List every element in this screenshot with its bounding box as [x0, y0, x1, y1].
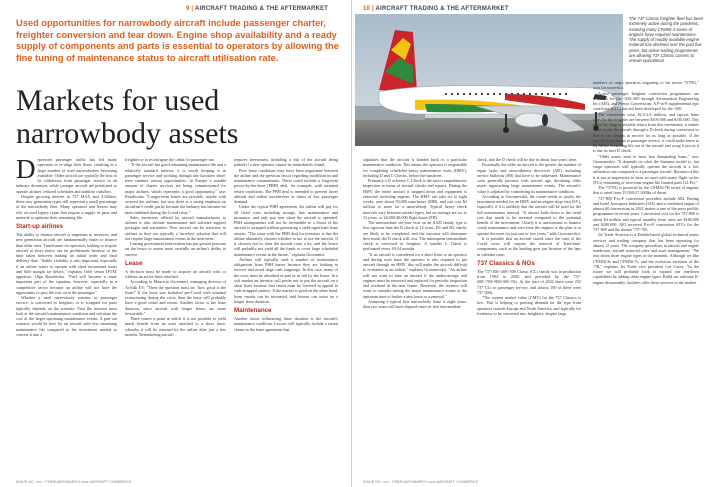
body-paragraph: Primarily a D or heavy C Check is the most comprehensive inspection in terms of aircraft checks and repairs. During the HMV, the entire aircraft is stripped down and equipment is removed, including engines. The HMV can take six to eight weeks, uses about 50,000 man-hours (MH), and can cost $2 million or more for a narrowbody. Typical heavy check intervals vary between aircraft types, but on average are six to 12 years, or 24,000-40,000 flight hours (FH). [363, 178, 467, 220]
left-column-2 [125, 157, 226, 479]
body-paragraph: freighter or to reconfigure the cabin for passenger use. [125, 157, 216, 162]
body-paragraph: Whether a used narrowbody remains in passenger service, is converted to freighter, or is scrapped for parts typically depends on the scenario. First the investor must look at the aircraft's maintenance condition and calculate the cost of the larger upcoming maintenance events. A part-out scenario would be best for an aircraft with few remaining maintenance life compared to the investment needed to convert it into a [16, 295, 117, 337]
body-paragraph: Despite growing interest in 737 MAX and A320neo, these new generation types still represent a small percentage of the narrowbody fleet. Many operators and lessors may rely on used legacy types that require a supply of parts and material to optimise their remaining life. [16, 193, 117, 220]
subhead-lease: Lease [125, 259, 143, 267]
page-footer: ISSUE NO. xxx · FEBRUARY/MARCH xxxx AIRCRAFT COMMERCE [363, 480, 479, 484]
photo-caption: The 737 Classic freighter fleet has been extremely active during the pandemic, meaning many CFM56-3 series of engines have required maintenance. The supply of readily available engine material has declined over the past five years, but active trading programmes are allowing 737 Classic carriers to remain operational. [629, 16, 704, 64]
page-number: 9 | [186, 6, 194, 12]
body-paragraph: Assuming a typical first narrowbody lease is eight years, then two years will have elapsed since its first intermediate [363, 298, 467, 309]
body-paragraph: Poor lease conditions may have been negotiated between the airline and the previous lessor regarding modification and maintenance commitments. These could include a long-term power-by-the-hour (PBH) deal, for example, with minimal return conditions. The PBH deal is intended to prevent lower altitude and airline incoherence at times of low passenger demand. [234, 167, 338, 204]
body-paragraph: Under the typical PBH agreement, the airline will pay for all fixed costs including storage, line maintenance and insurance, and only pay rent when the aircraft is operated. PBH arrangements will not be favourable to a lessor of the aircraft is scrapped without generating a yield significant lease returns. "The issue with the PBH deal for investors is that the airline ultimately chooses whether or not to use the aircraft. If it chooses not to, then the aircraft costs a lot, and the lessor will probably not yield all the funds to cover large scheduled maintenance events in the future," explains Giovanetti. [234, 204, 338, 257]
subhead-maintenance: Maintenance [234, 307, 272, 314]
body-paragraph: "If an aircraft is considered for a short lease to an operator and during such lease the operator is also required to put aircraft through an HMV, this will make the aircraft difficult to re-market to an airline," explains Grossnevskii. "An airline will not want to take an aircraft if the undercarriage and engines must be removed and replaced for periodic inspection and overhaul in the near future. Therefore, the investor will want to consider timing the major maintenance events at the optimum time to broker a new lease or a renewal." [363, 251, 467, 299]
body-paragraph: It is possible that an aircraft stored since the start of the Covid crisis will require the renewal of 'hard-time' components, such as the landing gear just because of the laps in calendar time. [477, 235, 581, 257]
body-paragraph: "If the aircraft has good remaining maintenance life and a relatively standard interior, it is worth keeping it in passenger service and working through any lucrative short-term summer season opportunities. In Europe a notable amount of charter services are being commissioned for major airlines, which represents a good opportunity," says Razzhivina. "Longer-term leases are possible, maybe with secured tier airlines, but now there is a strong emphasis on an airline's credit, partly because the industry has become far more indebted during the Covid crisis." [125, 162, 226, 215]
subhead-startup-airlines: Start-up airlines [16, 223, 64, 230]
right-column-2 [477, 157, 581, 479]
right-page [355, 0, 709, 487]
body-paragraph: Essentially the older an aircraft is the greater the number of repair tasks and airworthiness directives (AD), including service bulletins (SB) that have to be addressed. Maintenance costs generally increase with aircraft age, devaluing older assets approaching large maintenance events. The aircraft's value is adjusted by considering its maintenance condition. [477, 162, 581, 194]
body-paragraph: stipulates that the aircraft is handed back in a particular maintenance condition. This means the operator is responsible for completing scheduled heavy maintenance visits (HMV), including D and C Checks, before the handover. [363, 157, 467, 178]
body-paragraph: The conversion costs $2.5-2.8 million, and typical lease rates for the freighter are between $100,000 and $130,000. This yield the longest possible return from this investment, it makes sense to put the aircraft through a D check during conversion so that it can remain in service for as long as possible. If the aircraft is to remain in passenger service, it could make sense to fly all the remaining life out of the aircraft and scrap it just as it is due its next D check. [593, 111, 699, 154]
article-deck: Used opportunities for narrowbody aircraft include passenger charter, freighter conversion and tear down. Engine shop availability and a ready supply of components and parts is essential to operators by allowing the fine tuning of maintenance status to aircraft utilisation rate. [16, 18, 339, 63]
left-column-1 [16, 157, 117, 479]
body-paragraph: The intermediate six-year visit on an A320 family type is less rigorous than the D check at 12 years. D1 and D2 checks are likely to be completed, and the outcome will determine how much the D check will cost. The subsequent intermediate check is conveyed to freighter. A smaller C Check is performed every 20-24 months. [363, 220, 467, 252]
body-paragraph: Airlines will typically seek a number of maintenance obligations from PBH leases because they are looking to recover and avoid large cash outgoings. In this case, many of the costs must be absorbed in part or in full by the lessor. In a soft market an investor will prefer not to put the aircraft on a short lease because that rental must be lowered in appeal to cash-strapped carriers. If the market is good on the other hand, lease rentals can be increased, and lessees can insist on a longer lease duration. [234, 256, 338, 304]
aircraft-photo [355, 14, 623, 146]
section-title: AIRCRAFT TRADING & THE AFTERMARKET [373, 6, 509, 12]
left-page [0, 0, 352, 487]
right-column-1 [363, 157, 467, 479]
body-paragraph: "The current market value (CMV) for the 737 Classics is low. This is helping to prolong demand for the type from operators outside Europe and North America, and typically for freshness to be converted into freighters, despite large [477, 295, 581, 316]
body-paragraph: A decision must be made to acquire an aircraft with or without an active lease attached. [125, 268, 226, 279]
body-paragraph: Active passenger freighter conversion programmes are available for the -300/-400 through Aeronautical Engineering Inc (AEI), and Pemco Conversions. A P-to-F supplemental type certificate (STC) has not been developed for the -500. [593, 90, 699, 112]
right-column-3 [593, 80, 699, 479]
subhead-737-classics-ngs: 737 Classics & NGs [477, 259, 535, 267]
body-paragraph: check, and the D check will be due in about four years' time. [477, 157, 578, 162]
body-paragraph: 737-800 P-to-F conversion providers include AEI, Boeing and Israel Aerospace Industries (IAI), and a combined output of almost 60 conversions in 2021 makes it one of the most prolific programmes in recent years. Conversion cost for the 737-800 is about $4 million and typical monthly lease rates are $180,000 and $200,000. AEI received P-to-F conversion STCs for the 737-800 and the shorter 737-700. [593, 195, 699, 232]
body-paragraph: numbers of cargo operators migrating to the newer 737NG," says Grossnevskii. [593, 80, 699, 91]
intro-paragraph: Depressed passenger traffic has led many operators to re-align their fleets, resulting in a large number of used narrowbodies becoming available. Older aircraft are typically the first to be withdrawn from passenger service in an industry downturn, while younger aircraft are prioritised to operate airlines' reduced schedules and stabilise cashflow. [16, 157, 117, 194]
article-headline: Markets for used narrowbody assets [16, 84, 239, 150]
page-header [186, 6, 328, 16]
page-footer: ISSUE NO. xxx · FEBRUARY/MARCH xxxx AIRCRAFT COMMERCE [16, 480, 132, 484]
body-paragraph: Sales incentives offered by aircraft manufacturers to airlines is also include maintenance and software support packages and warranties. New aircraft can be attractive to airlines as they are typically a 'turn-key' solution that will not require large maintenance events in the near term. [125, 214, 226, 241]
page-number: 10 | [363, 6, 374, 12]
body-paragraph: The 737-300/-400/-500 Classic (CL) family was in production from 1984 to 2000, and preceded by the 737-600/-700/-800/-900 NG. At the start of 2022 there were 252 737 CLs in passenger service, and almost 100 of these were 737-300s. [477, 268, 581, 295]
section-title: AIRCRAFT TRADING & THE AFTERMARKET [193, 6, 329, 12]
body-paragraph: The ability to finance aircraft is important to investors, and new generation aircraft are fundamentally easier to finance than older ones. Timeframes for operators looking to acquire aircraft at short notice can be problematic because of the time taken between making an initial order and final delivery date. "Stable visibility is also important, especially if an airline wants to operate with short turnaround times and little margin for delays," explains Oriel senior IFTAT appraiser, Olga Razzhivina. "Fuel will become a more important part of the equation, however, especially in a competitive sector because an airline will not have the opportunity to pass the cost on to the passenger." [16, 232, 117, 295]
body-paragraph: According to Grossnevskii, the owner needs to justify the investment needed for an HMV and an engine shop visit (SV), especially if it is unlikely that the aircraft will be used for the full maintenance interval. "It always boils down to the trend cost that needs to be invested compared to the potential benefit of the investment. Clearly it is uneconomic to finance costly maintenance and zero-time the engines if the plan is to operate the asset for just one or two years," adds Grossnevskii. [477, 193, 581, 236]
body-paragraph: Jet Trade Aviation is a Dublin-based global technical assets services and trading company that has been operating for almost 12 years. The company specialises in aircraft and engine teardowns, aircraft material sales and asset management. "We tear down three engine types at the moment. Although we like CFM56-3s and CFM56-7s, and the evolution variation of the -7B," explains Jet Trade vice president Lee Carey. "In the future we will probably look to expand our teardown capabilities by adding other engine types. Build our airframe IC engine disassembly facilities offer these services to the market [593, 232, 699, 285]
drop-cap: D [16, 157, 36, 184]
body-paragraph: "Older assets tend to have less demanding loans," says Grossnevskii. "It depends on what the business model is, but cargo operators will typically operate the aircraft at a low utilisation rate compared to a passenger aircraft. Because of this it is not as imperative to have an asset with many flight cycles (FCs) remaining or zero-time engine life limited parts (LLPs)." [593, 153, 699, 185]
left-column-3 [234, 157, 338, 479]
body-paragraph: There comes a point at which it is not possible to yield much benefit from an asset attached to a short lease, whereby it will be returned by the airline after just a few months. Remarketing aircraft [125, 316, 226, 337]
body-paragraph: Leasing government intervention has put greater pressure on the lessor to assess more carefully an airline's ability to survive. [125, 241, 226, 257]
body-paragraph: Another factor influencing lease duration is the aircraft's maintenance condition. Lessors will typically include a return clause in the lease agreement that [234, 316, 338, 332]
body-paragraph: According to Mauricio Giovanetti, managing director of AvTalk EV: "Then the question must be, 'how good is the lease?' If the lease was brokered pre-Covid with nominal restructuring during the crisis, then the lease will probably have a good rental and return. Another factor is the lease duration, since aircraft with longer leases are more favourable." [125, 279, 226, 316]
body-paragraph: requires investment, including a risk of the aircraft being parked if a new operator cannot be immediately found. [234, 157, 338, 168]
aircraft-illustration [355, 14, 623, 146]
body-paragraph: The 737NG is powered by the CFM56-7B series of engines that is rated from 19,500-27,300lbs of thrust. [593, 185, 699, 196]
